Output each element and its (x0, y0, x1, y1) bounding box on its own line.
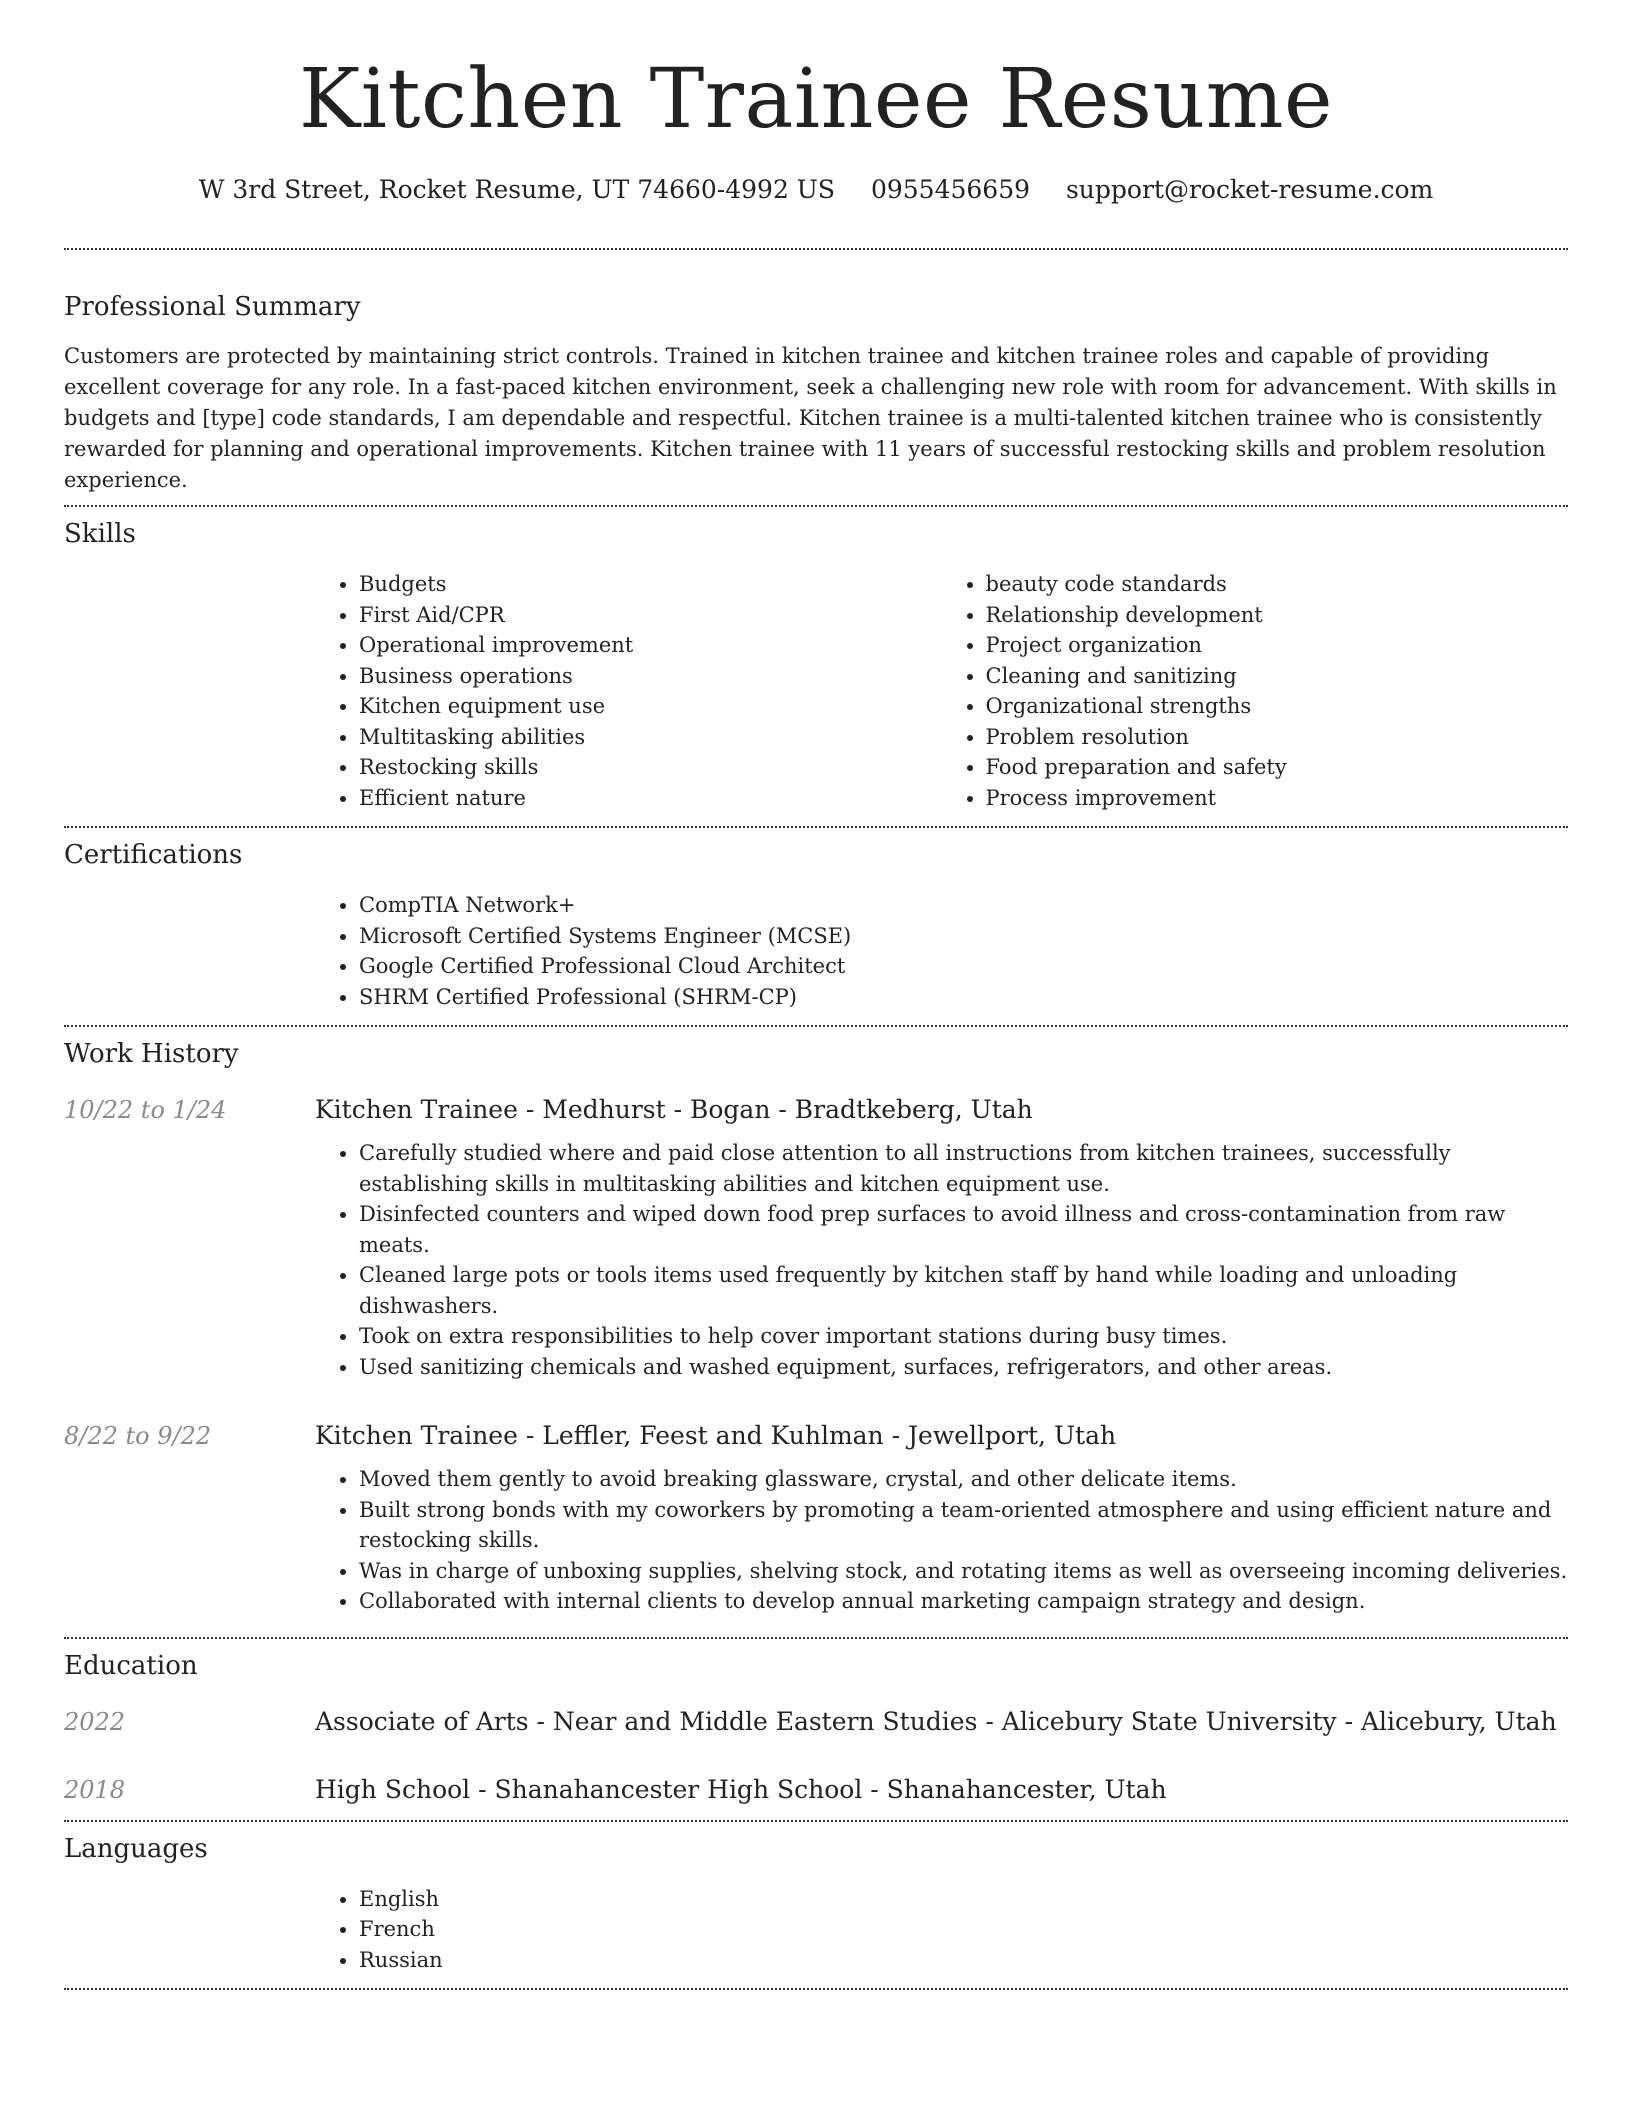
education-date: 2018 (64, 1775, 126, 1804)
job-entry (64, 1092, 1568, 1382)
education-degree: High School (315, 1774, 471, 1804)
section-title-skills: Skills (64, 519, 136, 549)
job-role: Kitchen Trainee (315, 1095, 518, 1124)
list-item: • CompTIA Network+ (359, 890, 1568, 921)
list-item: • Project organization (986, 630, 1569, 661)
list-item: • Cleaning and sanitizing (986, 661, 1569, 692)
education-entry (64, 1704, 1568, 1740)
job-employer: - Leffler, Feest and Kuhlman - Jewellport, Utah (517, 1421, 1117, 1450)
resume-title: Kitchen Trainee Resume (299, 52, 1333, 147)
contact-line (64, 172, 1568, 208)
summary-section (64, 250, 1568, 496)
education-entry (64, 1772, 1568, 1808)
job-bullets (315, 1138, 1568, 1382)
contact-address: W 3rd Street, Rocket Resume, UT 74660-4992 US (198, 175, 835, 204)
list-item: • French (359, 1914, 1568, 1945)
list-item: • Budgets (359, 569, 942, 600)
list-item: • Cleaned large pots or tools items used frequently by kitchen staff by hand while loading and unloading dishwashers. (359, 1260, 1568, 1321)
list-item: • Built strong bonds with my coworkers by promoting a team-oriented atmosphere and using efficient nature and restocking skills. (359, 1495, 1568, 1556)
list-item: • Took on extra responsibilities to help cover important stations during busy times. (359, 1321, 1568, 1352)
list-item: • Process improvement (986, 783, 1569, 814)
contact-phone: 0955456659 (870, 175, 1031, 204)
list-item: • Efficient nature (359, 783, 942, 814)
list-item: • Restocking skills (359, 752, 942, 783)
job-date: 10/22 to 1/24 (64, 1096, 227, 1124)
section-title-languages: Languages (64, 1833, 208, 1864)
skills-grid (315, 569, 1568, 813)
skills-list-right (942, 569, 1569, 813)
list-item: • SHRM Certified Professional (SHRM-CP) (359, 982, 1568, 1013)
job-bullets (315, 1464, 1568, 1617)
list-item: • Was in charge of unboxing supplies, shelving stock, and rotating items as well as overseeing incoming deliveries. (359, 1556, 1568, 1587)
job-employer: - Medhurst - Bogan - Bradtkeberg, Utah (517, 1095, 1033, 1124)
section-title-summary: Professional Summary (64, 292, 361, 322)
education-school: - Near and Middle Eastern Studies - Alicebury State University - Alicebury, Utah (528, 1706, 1557, 1736)
list-item: • Used sanitizing chemicals and washed equipment, surfaces, refrigerators, and other areas. (359, 1352, 1568, 1383)
job-entry (64, 1418, 1568, 1617)
education-degree: Associate of Arts (315, 1706, 529, 1736)
list-item: • Disinfected counters and wiped down food prep surfaces to avoid illness and cross-contamination from raw meats. (359, 1199, 1568, 1260)
list-item: • Carefully studied where and paid close attention to all instructions from kitchen trainees, successfully establishing skills in multitasking abilities and kitchen equipment use. (359, 1138, 1568, 1199)
summary-text: Customers are protected by maintaining strict controls. Trained in kitchen trainee and kitchen trainee roles and capable of providing excellent coverage for any role. In a fast-paced kitchen environment, seek a challenging new role with room for advancement. With skills in budgets and [type] code standards, I am dependable and respectful. Kitchen trainee is a multi-talented kitchen trainee who is consistently rewarded for planning and operational improvements. Kitchen trainee with 11 years of successful restocking skills and problem resolution experience. (64, 344, 1557, 492)
job-role: Kitchen Trainee (315, 1421, 518, 1450)
education-section (64, 1639, 1568, 1808)
education-title (315, 1772, 1167, 1808)
job-title (315, 1418, 1116, 1454)
job-header (64, 1418, 1568, 1454)
list-item: • Food preparation and safety (986, 752, 1569, 783)
job-title (315, 1092, 1033, 1128)
list-item: • Microsoft Certified Systems Engineer (MCSE) (359, 921, 1568, 952)
work-section (64, 1027, 1568, 1617)
list-item: • Russian (359, 1945, 1568, 1976)
skills-section (64, 507, 1568, 813)
list-item: • First Aid/CPR (359, 600, 942, 631)
education-school: - Shanahancester High School - Shanahancester, Utah (470, 1774, 1167, 1804)
list-item: • beauty code standards (986, 569, 1569, 600)
section-title-education: Education (64, 1650, 198, 1681)
certifications-list (315, 890, 1568, 1012)
job-header (64, 1092, 1568, 1128)
languages-section (64, 1822, 1568, 1976)
contact-email: support@rocket-resume.com (1065, 175, 1434, 204)
certifications-section (64, 828, 1568, 1012)
list-item: • Multitasking abilities (359, 722, 942, 753)
education-date: 2022 (64, 1707, 126, 1736)
list-item: • Relationship development (986, 600, 1569, 631)
list-item: • Business operations (359, 661, 942, 692)
list-item: • Organizational strengths (986, 691, 1569, 722)
list-item: • Moved them gently to avoid breaking glassware, crystal, and other delicate items. (359, 1464, 1568, 1495)
education-title (315, 1704, 1557, 1740)
skills-list-left (315, 569, 942, 813)
list-item: • English (359, 1884, 1568, 1915)
list-item: • Operational improvement (359, 630, 942, 661)
resume-page (64, 0, 1568, 1990)
languages-list (315, 1884, 1568, 1976)
list-item: • Collaborated with internal clients to develop annual marketing campaign strategy and design. (359, 1586, 1568, 1617)
section-title-work: Work History (64, 1039, 239, 1069)
list-item: • Google Certified Professional Cloud Architect (359, 951, 1568, 982)
divider (64, 1988, 1568, 1990)
section-title-certifications: Certifications (64, 840, 243, 870)
job-date: 8/22 to 9/22 (64, 1422, 212, 1450)
list-item: • Kitchen equipment use (359, 691, 942, 722)
list-item: • Problem resolution (986, 722, 1569, 753)
